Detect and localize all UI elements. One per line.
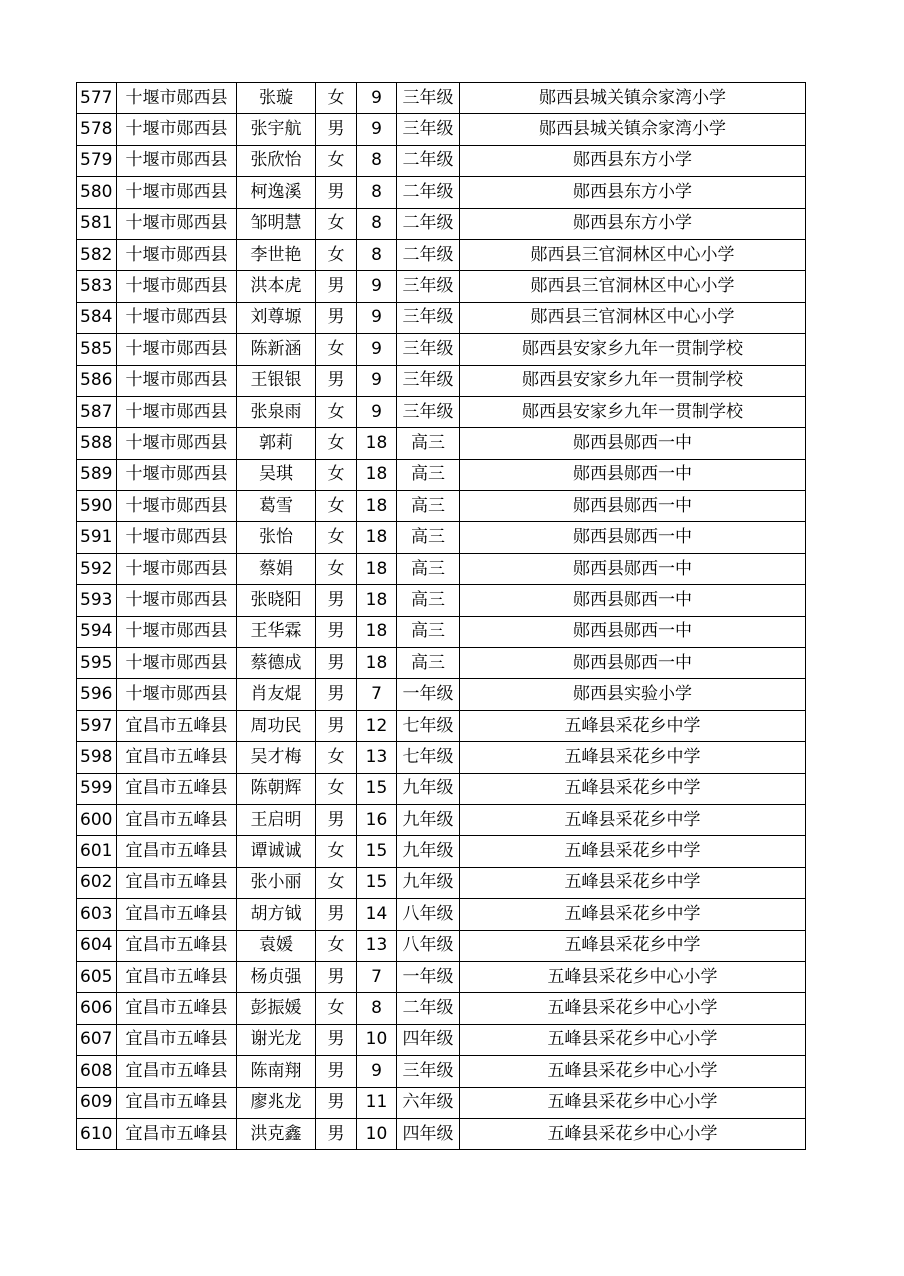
cell-grade: 八年级 [397,899,460,930]
table-row [77,334,806,365]
cell-region: 宜昌市五峰县 [117,993,237,1024]
cell-name: 胡方钺 [237,899,316,930]
cell-age: 8 [357,177,397,208]
cell-name: 张宇航 [237,114,316,145]
cell-school: 郧西县东方小学 [460,177,806,208]
table-row [77,428,806,459]
cell-school: 郧西县安家乡九年一贯制学校 [460,365,806,396]
cell-grade: 四年级 [397,1118,460,1149]
cell-gender: 男 [316,1024,357,1055]
cell-number: 584 [77,302,117,333]
cell-school: 五峰县采花乡中学 [460,742,806,773]
cell-name: 陈南翔 [237,1056,316,1087]
cell-number: 603 [77,899,117,930]
cell-region: 十堰市郧西县 [117,177,237,208]
cell-name: 肖友焜 [237,679,316,710]
cell-gender: 男 [316,1087,357,1118]
cell-school: 郧西县郧西一中 [460,459,806,490]
cell-gender: 男 [316,177,357,208]
cell-school: 郧西县安家乡九年一贯制学校 [460,334,806,365]
cell-gender: 女 [316,836,357,867]
cell-school: 五峰县采花乡中学 [460,804,806,835]
cell-age: 18 [357,459,397,490]
table-row [77,679,806,710]
table-row [77,1024,806,1055]
cell-name: 葛雪 [237,491,316,522]
cell-grade: 九年级 [397,804,460,835]
cell-name: 王银银 [237,365,316,396]
table-row [77,114,806,145]
cell-number: 589 [77,459,117,490]
cell-school: 郧西县郧西一中 [460,616,806,647]
cell-region: 宜昌市五峰县 [117,1024,237,1055]
cell-gender: 女 [316,993,357,1024]
cell-gender: 男 [316,616,357,647]
cell-gender: 女 [316,83,357,114]
cell-name: 李世艳 [237,239,316,270]
cell-grade: 三年级 [397,83,460,114]
cell-region: 十堰市郧西县 [117,396,237,427]
cell-school: 五峰县采花乡中心小学 [460,1087,806,1118]
cell-region: 十堰市郧西县 [117,648,237,679]
table-row [77,710,806,741]
cell-region: 宜昌市五峰县 [117,804,237,835]
cell-region: 宜昌市五峰县 [117,1118,237,1149]
cell-school: 五峰县采花乡中心小学 [460,961,806,992]
cell-number: 591 [77,522,117,553]
cell-school: 五峰县采花乡中心小学 [460,1056,806,1087]
cell-name: 洪本虎 [237,271,316,302]
cell-name: 张泉雨 [237,396,316,427]
cell-age: 18 [357,585,397,616]
cell-school: 五峰县采花乡中学 [460,930,806,961]
cell-number: 601 [77,836,117,867]
cell-gender: 男 [316,679,357,710]
cell-grade: 高三 [397,522,460,553]
cell-name: 王启明 [237,804,316,835]
cell-gender: 男 [316,302,357,333]
cell-region: 十堰市郧西县 [117,428,237,459]
cell-region: 十堰市郧西县 [117,114,237,145]
cell-name: 张欣怡 [237,145,316,176]
cell-number: 607 [77,1024,117,1055]
table-row [77,804,806,835]
cell-name: 郭莉 [237,428,316,459]
cell-gender: 男 [316,271,357,302]
cell-school: 五峰县采花乡中学 [460,836,806,867]
cell-region: 宜昌市五峰县 [117,836,237,867]
cell-number: 596 [77,679,117,710]
cell-region: 宜昌市五峰县 [117,742,237,773]
table-row [77,867,806,898]
cell-name: 张小丽 [237,867,316,898]
cell-age: 9 [357,114,397,145]
cell-name: 王华霖 [237,616,316,647]
cell-grade: 八年级 [397,930,460,961]
cell-age: 12 [357,710,397,741]
table-row [77,83,806,114]
table-row [77,585,806,616]
cell-region: 十堰市郧西县 [117,83,237,114]
table-row [77,1087,806,1118]
cell-age: 18 [357,648,397,679]
table-row [77,271,806,302]
cell-number: 595 [77,648,117,679]
cell-region: 十堰市郧西县 [117,585,237,616]
cell-number: 581 [77,208,117,239]
cell-region: 宜昌市五峰县 [117,930,237,961]
cell-age: 9 [357,302,397,333]
cell-name: 杨贞强 [237,961,316,992]
table-row [77,145,806,176]
cell-name: 吴琪 [237,459,316,490]
table-row [77,930,806,961]
table-row [77,239,806,270]
cell-grade: 三年级 [397,1056,460,1087]
cell-number: 583 [77,271,117,302]
cell-grade: 三年级 [397,396,460,427]
cell-school: 郧西县郧西一中 [460,585,806,616]
table-row [77,491,806,522]
cell-school: 郧西县城关镇佘家湾小学 [460,114,806,145]
cell-name: 蔡娟 [237,553,316,584]
cell-name: 彭振媛 [237,993,316,1024]
cell-number: 580 [77,177,117,208]
cell-region: 十堰市郧西县 [117,239,237,270]
table-row [77,365,806,396]
cell-gender: 女 [316,459,357,490]
cell-number: 609 [77,1087,117,1118]
cell-number: 605 [77,961,117,992]
cell-number: 604 [77,930,117,961]
cell-name: 陈新涵 [237,334,316,365]
cell-age: 15 [357,836,397,867]
cell-grade: 九年级 [397,773,460,804]
table-row [77,208,806,239]
cell-age: 9 [357,396,397,427]
cell-number: 597 [77,710,117,741]
cell-gender: 女 [316,239,357,270]
cell-number: 585 [77,334,117,365]
table-row [77,459,806,490]
cell-age: 7 [357,679,397,710]
cell-age: 9 [357,271,397,302]
cell-region: 宜昌市五峰县 [117,867,237,898]
cell-age: 13 [357,742,397,773]
cell-gender: 女 [316,773,357,804]
cell-gender: 女 [316,930,357,961]
cell-grade: 三年级 [397,302,460,333]
cell-age: 15 [357,773,397,804]
cell-age: 9 [357,83,397,114]
cell-number: 608 [77,1056,117,1087]
cell-school: 五峰县采花乡中学 [460,710,806,741]
cell-region: 十堰市郧西县 [117,522,237,553]
cell-school: 郧西县东方小学 [460,208,806,239]
cell-grade: 三年级 [397,365,460,396]
cell-gender: 男 [316,961,357,992]
cell-grade: 二年级 [397,993,460,1024]
cell-region: 十堰市郧西县 [117,208,237,239]
table-row [77,1118,806,1149]
cell-gender: 男 [316,710,357,741]
cell-number: 599 [77,773,117,804]
cell-age: 18 [357,522,397,553]
table-row [77,616,806,647]
cell-age: 13 [357,930,397,961]
student-roster-table [76,82,806,1150]
cell-grade: 九年级 [397,836,460,867]
cell-grade: 高三 [397,459,460,490]
cell-grade: 二年级 [397,145,460,176]
cell-school: 五峰县采花乡中心小学 [460,993,806,1024]
cell-gender: 女 [316,428,357,459]
cell-age: 9 [357,365,397,396]
cell-number: 594 [77,616,117,647]
cell-age: 18 [357,616,397,647]
cell-grade: 高三 [397,553,460,584]
table-row [77,742,806,773]
cell-age: 8 [357,993,397,1024]
cell-name: 吴才梅 [237,742,316,773]
cell-number: 577 [77,83,117,114]
cell-age: 9 [357,1056,397,1087]
cell-age: 14 [357,899,397,930]
cell-gender: 女 [316,334,357,365]
cell-region: 十堰市郧西县 [117,553,237,584]
cell-name: 袁媛 [237,930,316,961]
cell-name: 陈朝辉 [237,773,316,804]
cell-grade: 高三 [397,648,460,679]
cell-gender: 女 [316,396,357,427]
cell-name: 张晓阳 [237,585,316,616]
table-row [77,773,806,804]
cell-number: 606 [77,993,117,1024]
table-row [77,396,806,427]
cell-school: 五峰县采花乡中心小学 [460,1118,806,1149]
cell-grade: 六年级 [397,1087,460,1118]
cell-name: 张璇 [237,83,316,114]
cell-gender: 女 [316,522,357,553]
table-row [77,899,806,930]
cell-name: 谭诚诚 [237,836,316,867]
cell-region: 十堰市郧西县 [117,365,237,396]
cell-gender: 男 [316,365,357,396]
cell-name: 柯逸溪 [237,177,316,208]
cell-gender: 女 [316,553,357,584]
cell-number: 582 [77,239,117,270]
cell-grade: 三年级 [397,271,460,302]
cell-name: 谢光龙 [237,1024,316,1055]
cell-number: 592 [77,553,117,584]
cell-age: 11 [357,1087,397,1118]
cell-gender: 女 [316,208,357,239]
cell-number: 578 [77,114,117,145]
cell-school: 郧西县郧西一中 [460,491,806,522]
cell-region: 十堰市郧西县 [117,491,237,522]
cell-school: 五峰县采花乡中学 [460,899,806,930]
cell-region: 十堰市郧西县 [117,145,237,176]
cell-name: 洪克鑫 [237,1118,316,1149]
cell-gender: 女 [316,491,357,522]
cell-gender: 男 [316,114,357,145]
cell-grade: 七年级 [397,742,460,773]
cell-grade: 二年级 [397,177,460,208]
table-body [77,83,806,1150]
cell-school: 五峰县采花乡中学 [460,867,806,898]
cell-grade: 一年级 [397,961,460,992]
cell-number: 610 [77,1118,117,1149]
cell-region: 十堰市郧西县 [117,334,237,365]
cell-age: 18 [357,553,397,584]
cell-name: 张怡 [237,522,316,553]
cell-grade: 七年级 [397,710,460,741]
table-row [77,961,806,992]
table-row [77,648,806,679]
cell-grade: 高三 [397,428,460,459]
cell-age: 10 [357,1024,397,1055]
cell-grade: 一年级 [397,679,460,710]
cell-grade: 高三 [397,491,460,522]
cell-school: 郧西县三官洞林区中心小学 [460,239,806,270]
cell-region: 宜昌市五峰县 [117,710,237,741]
cell-gender: 女 [316,742,357,773]
cell-school: 郧西县郧西一中 [460,648,806,679]
cell-school: 郧西县郧西一中 [460,522,806,553]
cell-school: 五峰县采花乡中心小学 [460,1024,806,1055]
cell-age: 10 [357,1118,397,1149]
cell-region: 十堰市郧西县 [117,679,237,710]
cell-age: 9 [357,334,397,365]
cell-name: 刘尊塬 [237,302,316,333]
cell-number: 590 [77,491,117,522]
cell-region: 宜昌市五峰县 [117,773,237,804]
cell-region: 十堰市郧西县 [117,616,237,647]
cell-school: 郧西县安家乡九年一贯制学校 [460,396,806,427]
table-row [77,553,806,584]
cell-gender: 男 [316,585,357,616]
cell-number: 579 [77,145,117,176]
cell-gender: 男 [316,1118,357,1149]
cell-region: 宜昌市五峰县 [117,1056,237,1087]
cell-region: 十堰市郧西县 [117,271,237,302]
cell-school: 郧西县城关镇佘家湾小学 [460,83,806,114]
table-row [77,302,806,333]
cell-grade: 九年级 [397,867,460,898]
cell-school: 五峰县采花乡中学 [460,773,806,804]
table-row [77,177,806,208]
cell-gender: 女 [316,145,357,176]
table-row [77,1056,806,1087]
cell-number: 587 [77,396,117,427]
cell-gender: 男 [316,899,357,930]
cell-number: 586 [77,365,117,396]
cell-name: 蔡德成 [237,648,316,679]
cell-grade: 高三 [397,616,460,647]
cell-age: 8 [357,208,397,239]
cell-name: 廖兆龙 [237,1087,316,1118]
cell-name: 周功民 [237,710,316,741]
cell-name: 邹明慧 [237,208,316,239]
cell-region: 宜昌市五峰县 [117,1087,237,1118]
cell-number: 598 [77,742,117,773]
cell-region: 十堰市郧西县 [117,459,237,490]
cell-number: 600 [77,804,117,835]
cell-age: 18 [357,491,397,522]
cell-age: 8 [357,239,397,270]
cell-number: 593 [77,585,117,616]
cell-gender: 男 [316,648,357,679]
cell-grade: 二年级 [397,208,460,239]
cell-grade: 三年级 [397,114,460,145]
cell-age: 8 [357,145,397,176]
cell-age: 15 [357,867,397,898]
cell-age: 18 [357,428,397,459]
table-row [77,836,806,867]
cell-school: 郧西县郧西一中 [460,428,806,459]
cell-gender: 男 [316,804,357,835]
cell-grade: 二年级 [397,239,460,270]
cell-grade: 高三 [397,585,460,616]
cell-age: 7 [357,961,397,992]
cell-school: 郧西县三官洞林区中心小学 [460,302,806,333]
cell-grade: 四年级 [397,1024,460,1055]
cell-region: 十堰市郧西县 [117,302,237,333]
cell-school: 郧西县东方小学 [460,145,806,176]
cell-region: 宜昌市五峰县 [117,899,237,930]
table-row [77,993,806,1024]
cell-school: 郧西县郧西一中 [460,553,806,584]
cell-number: 602 [77,867,117,898]
cell-grade: 三年级 [397,334,460,365]
table-row [77,522,806,553]
cell-school: 郧西县三官洞林区中心小学 [460,271,806,302]
cell-school: 郧西县实验小学 [460,679,806,710]
cell-gender: 男 [316,1056,357,1087]
cell-gender: 女 [316,867,357,898]
cell-age: 16 [357,804,397,835]
cell-number: 588 [77,428,117,459]
cell-region: 宜昌市五峰县 [117,961,237,992]
